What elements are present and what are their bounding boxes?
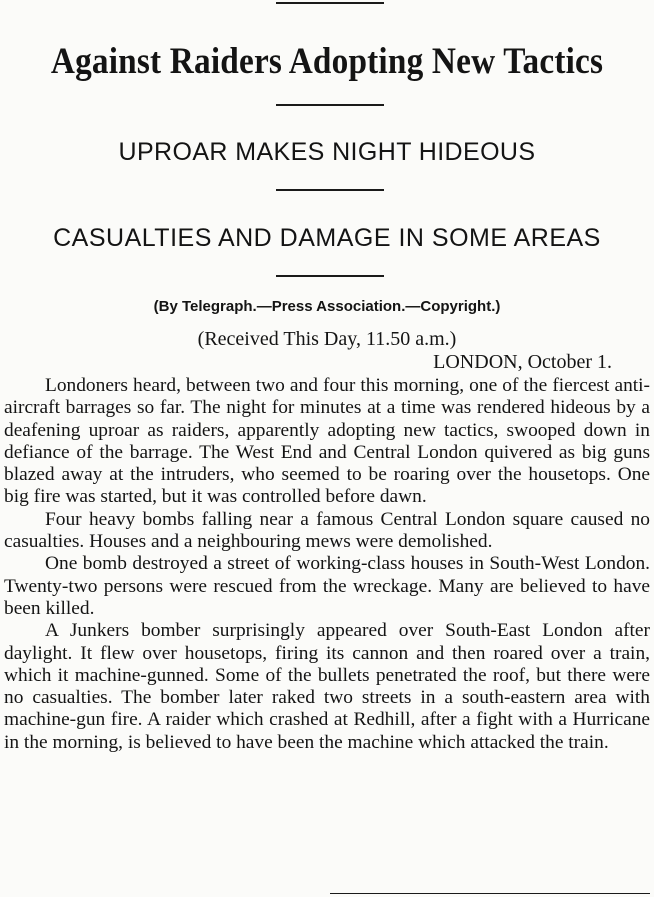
subheadline-1: UPROAR MAKES NIGHT HIDEOUS bbox=[118, 138, 536, 166]
dateline: LONDON, October 1. bbox=[433, 351, 612, 373]
subheadline-2: CASUALTIES AND DAMAGE IN SOME AREAS bbox=[53, 224, 601, 252]
divider-rule-1 bbox=[276, 104, 384, 106]
top-rule bbox=[276, 2, 384, 4]
divider-rule-2 bbox=[276, 189, 384, 191]
paragraph-2: Four heavy bombs falling near a famous Central London square caused no casualties. Houses and a neighbouring mews were demolished. bbox=[4, 508, 650, 553]
paragraph-3: One bomb destroyed a street of working-class houses in South-West London. Twenty-two persons were rescued from the wreckage. Many are believed to have been killed. bbox=[4, 553, 650, 619]
paragraph-1: Londoners heard, between two and four this morning, one of the fiercest anti-aircraft barrages so far. The night for minutes at a time was rendered hideous by a deafening uproar as raiders, apparently adopting new tactics, swooped down in defiance of the barrage. The West End and Central London quivered as big guns blazed away at the intruders, who seemed to be roaring over the housetops. One big fire was started, but it was controlled before dawn. bbox=[4, 375, 650, 508]
headline: Against Raiders Adopting New Tactics bbox=[50, 41, 604, 82]
credit-line: (By Telegraph.—Press Association.—Copyright.) bbox=[153, 298, 501, 315]
divider-rule-3 bbox=[276, 275, 384, 277]
article-body bbox=[4, 375, 650, 754]
received-line: (Received This Day, 11.50 a.m.) bbox=[197, 328, 457, 350]
paragraph-4: A Junkers bomber surprisingly appeared over South-East London after daylight. It flew over housetops, firing its cannon and then roared over a train, which it machine-gunned. Some of the bullets penetrated the roof, but there were no casualties. The bomber later raked two streets in a south-eastern area with machine-gun fire. A raider which crashed at Redhill, after a fight with a Hurricane in the morning, is believed to have been the machine which attacked the train. bbox=[4, 620, 650, 753]
bottom-rule bbox=[330, 893, 650, 894]
